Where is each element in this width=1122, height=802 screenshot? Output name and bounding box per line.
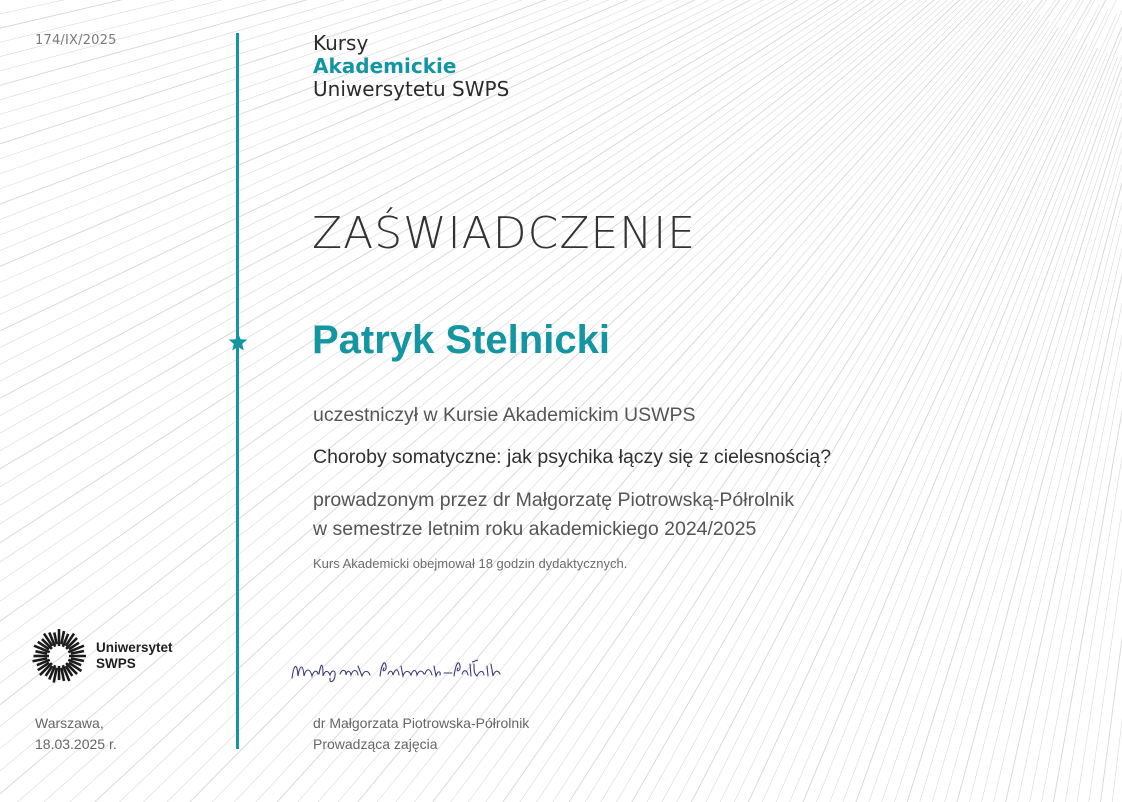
brand-line-kursy: Kursy: [313, 31, 369, 55]
vertical-accent-line: [236, 33, 239, 749]
background-ray: [514, 61, 1122, 802]
lecturer-block: [313, 486, 794, 544]
logo-line-swps: SWPS: [96, 656, 136, 671]
background-ray: [85, 0, 1082, 802]
course-brand: [313, 32, 509, 101]
signer-name: dr Małgorzata Piotrowska-Półrolnik: [313, 715, 530, 731]
lecturer-line: prowadzonym przez dr Małgorzatę Piotrowską-Półrolnik: [313, 489, 795, 511]
background-ray: [906, 0, 1122, 802]
handwritten-signature: [288, 654, 508, 688]
swps-burst-logo-icon: [30, 627, 88, 685]
certificate-title: ZAŚWIADCZENIE: [312, 208, 696, 259]
logo-text: [96, 640, 173, 672]
place-date-block: [35, 713, 117, 755]
participation-text: uczestniczył w Kursie Akademickim USWPS: [313, 404, 696, 426]
place-text: Warszawa,: [35, 715, 104, 731]
background-ray: [813, 34, 1122, 802]
background-ray: [447, 57, 1117, 802]
certificate-number: 174/IX/2025: [35, 33, 117, 48]
star-icon: [228, 332, 248, 352]
semester-line: w semestrze letnim roku akademickiego 2024/2025: [313, 518, 757, 540]
recipient-name: Patryk Stelnicki: [312, 318, 610, 362]
signer-block: [313, 713, 529, 755]
brand-line-akademickie: Akademickie: [313, 54, 457, 78]
background-ray: [425, 0, 1122, 802]
background-ray: [954, 37, 1122, 802]
background-ray: [381, 53, 1107, 802]
background-ray: [697, 0, 1122, 802]
background-ray: [628, 0, 1122, 802]
date-text: 18.03.2025 r.: [35, 736, 117, 752]
signer-role: Prowadząca zajęcia: [313, 736, 438, 752]
background-ray: [859, 75, 1122, 802]
university-logo: [30, 627, 173, 685]
background-ray: [977, 0, 1122, 802]
hours-note: Kurs Akademicki obejmował 18 godzin dydaktycznych.: [313, 556, 628, 571]
brand-line-university: Uniwersytetu SWPS: [313, 77, 510, 101]
course-title: Choroby somatyczne: jak psychika łączy się z cielesnością?: [313, 446, 832, 468]
background-ray: [720, 70, 1122, 802]
logo-line-uniwersytet: Uniwersytet: [96, 640, 173, 655]
